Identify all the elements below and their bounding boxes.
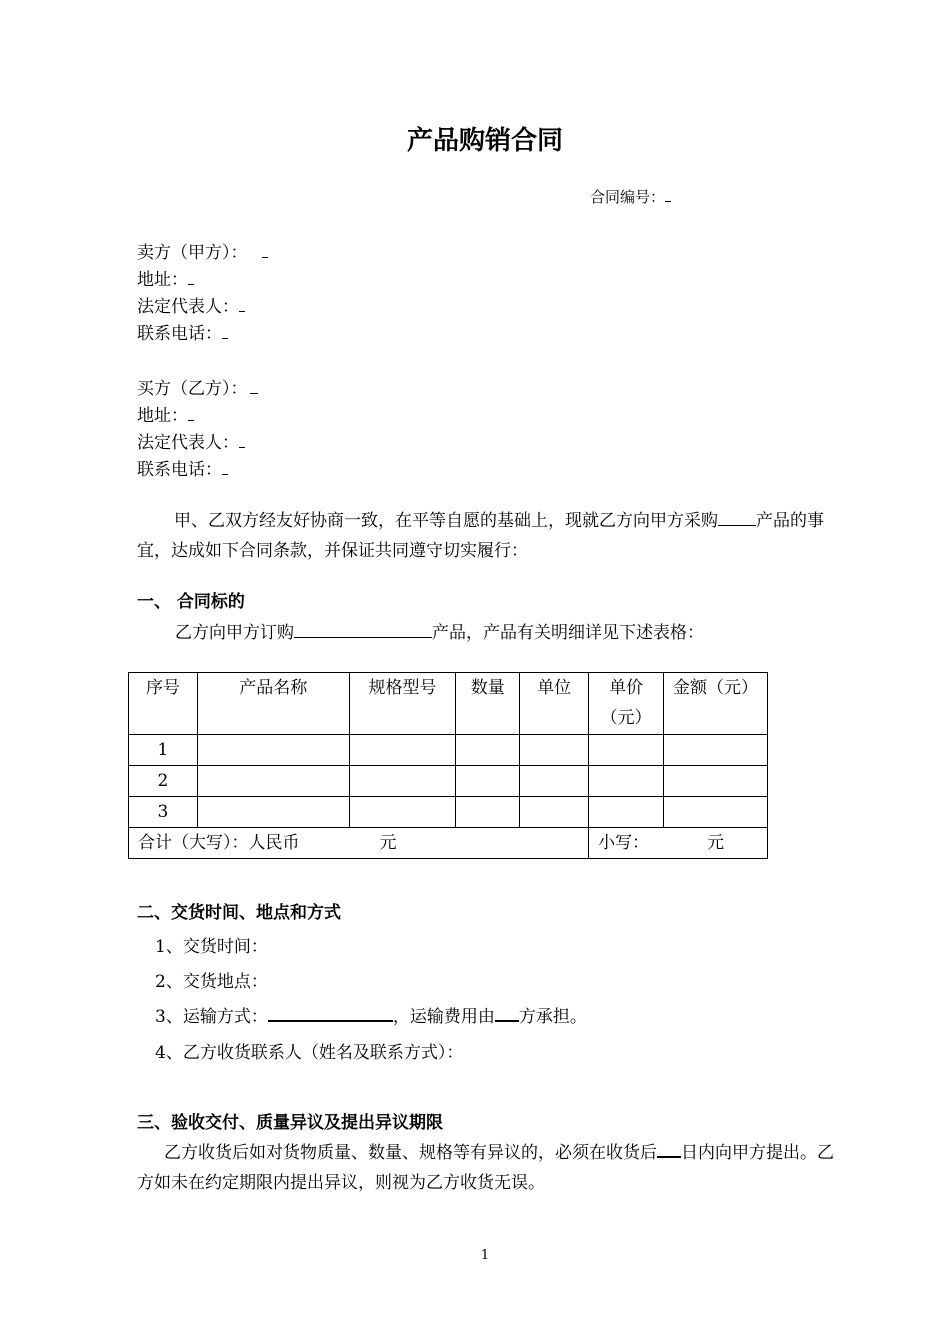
header-cell: 数量	[456, 673, 520, 735]
table-cell	[589, 797, 664, 828]
table-cell	[520, 766, 589, 797]
section2-heading: 二、交货时间、地点和方式	[137, 903, 341, 923]
buyer-address-line	[137, 401, 194, 426]
section3-heading: 三、验收交付、质量异议及提出异议期限	[137, 1113, 443, 1133]
page-number: 1	[480, 1248, 490, 1263]
table-cell	[664, 766, 768, 797]
buyer-rep-blank	[239, 432, 245, 448]
table-cell	[349, 797, 456, 828]
buyer-blank	[250, 378, 258, 394]
seller-label: 卖方（甲方）：	[137, 243, 248, 263]
header-cell: 单价 （元）	[589, 673, 664, 735]
table-row	[129, 797, 768, 828]
table-row	[129, 766, 768, 797]
table-cell	[664, 797, 768, 828]
total-lowercase-cell	[589, 828, 768, 859]
seller-phone-line	[137, 319, 228, 344]
seller-address-label: 地址：	[137, 270, 188, 290]
table-cell	[520, 797, 589, 828]
seller-address-blank	[188, 269, 194, 285]
transport-item	[155, 1002, 587, 1027]
seller-rep-line	[137, 292, 245, 317]
table-cell	[456, 797, 520, 828]
seller-rep-blank	[239, 296, 245, 312]
transport-fee-label: ，运输费用由	[392, 1007, 495, 1027]
table-cell	[520, 735, 589, 766]
table-row	[129, 735, 768, 766]
table-cell	[589, 735, 664, 766]
total-uppercase-unit: 元	[379, 833, 397, 853]
transport-fee-blank	[495, 1005, 519, 1022]
buyer-phone-blank	[222, 459, 228, 475]
product-table	[128, 672, 768, 859]
header-cell: 序号	[129, 673, 198, 735]
table-cell	[197, 735, 349, 766]
seller-phone-blank	[222, 323, 228, 339]
section1-text-1: 乙方向甲方订购	[175, 623, 294, 643]
transport-fee-suffix: 方承担。	[518, 1007, 587, 1027]
section1-product-blank	[294, 622, 432, 638]
section3-days-blank	[657, 1141, 681, 1158]
section1-text	[175, 618, 704, 643]
buyer-rep-label: 法定代表人：	[137, 433, 239, 453]
delivery-time-item: 1、交货时间：	[155, 937, 268, 957]
section3-paragraph	[137, 1138, 837, 1198]
contract-number-label: 合同编号：	[590, 188, 666, 206]
total-uppercase-label: 合计（大写）：人民币	[138, 833, 300, 853]
section3-text-2: 日内向甲方提出。乙方如未在约定期限内提出异议，则视为乙方收货无误。	[137, 1143, 834, 1193]
header-cell: 单位	[520, 673, 589, 735]
receiver-contact-item: 4、乙方收货联系人（姓名及联系方式）：	[155, 1043, 464, 1063]
total-lowercase-unit: 元	[707, 833, 725, 853]
contract-number-blank	[665, 186, 671, 202]
seller-blank	[262, 242, 268, 258]
table-header-row	[129, 673, 768, 735]
buyer-phone-line	[137, 455, 228, 480]
table-cell	[456, 766, 520, 797]
table-cell: 1	[129, 735, 198, 766]
intro-text-1: 甲、乙双方经友好协商一致，在平等自愿的基础上，现就乙方向甲方采购	[174, 511, 718, 531]
transport-label: 3、运输方式：	[155, 1007, 268, 1027]
header-cell: 金额（元）	[664, 673, 768, 735]
intro-product-blank	[718, 510, 756, 526]
intro-paragraph	[137, 506, 837, 566]
transport-method-blank	[268, 1005, 393, 1022]
contract-number	[590, 186, 671, 207]
delivery-place-item: 2、交货地点：	[155, 972, 268, 992]
buyer-name-line	[137, 374, 258, 399]
section3-text-1: 乙方收货后如对货物质量、数量、规格等有异议的，必须在收货后	[164, 1143, 657, 1163]
buyer-address-blank	[188, 405, 194, 421]
table-cell	[589, 766, 664, 797]
seller-address-line	[137, 265, 194, 290]
table-cell	[197, 766, 349, 797]
document-title: 产品购销合同	[406, 126, 563, 156]
buyer-label: 买方（乙方）：	[137, 379, 248, 399]
table-total-row	[129, 828, 768, 859]
seller-name-line	[137, 238, 268, 263]
table-cell	[664, 735, 768, 766]
total-uppercase-cell	[129, 828, 589, 859]
total-lowercase-label: 小写：	[598, 833, 650, 853]
section1-heading: 一、 合同标的	[137, 592, 245, 612]
buyer-rep-line	[137, 428, 245, 453]
seller-rep-label: 法定代表人：	[137, 297, 239, 317]
buyer-address-label: 地址：	[137, 406, 188, 426]
table-cell: 3	[129, 797, 198, 828]
intro-text-2: 产品的事宜，达成如下合同条款，并保证共同遵守切实履行：	[137, 511, 824, 561]
table-cell	[456, 735, 520, 766]
table-cell	[349, 735, 456, 766]
buyer-phone-label: 联系电话：	[137, 460, 222, 480]
table-cell	[197, 797, 349, 828]
header-cell: 规格型号	[349, 673, 456, 735]
table-cell	[349, 766, 456, 797]
seller-phone-label: 联系电话：	[137, 324, 222, 344]
section1-text-2: 产品，产品有关明细详见下述表格：	[432, 623, 704, 643]
header-cell: 产品名称	[197, 673, 349, 735]
table-cell: 2	[129, 766, 198, 797]
